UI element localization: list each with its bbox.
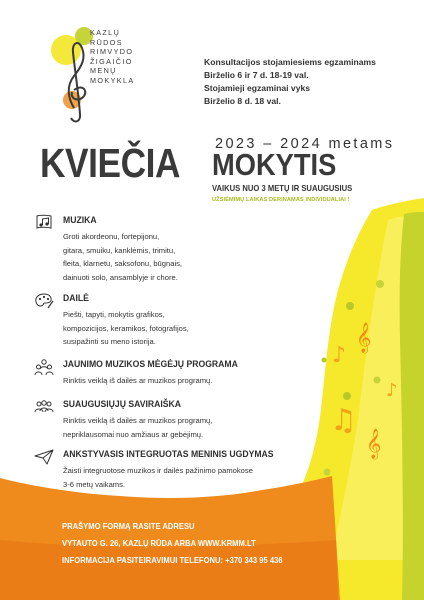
schedule-note: UŽSIĖMIMŲ LAIKAS DERINAMAS INDIVIDUALIAI ! (212, 197, 350, 203)
school-name-line: MOKYKLA (90, 75, 135, 85)
school-name-line: ŽIGAIČIO (90, 56, 133, 66)
section-line: Groti akordeonu, fortepijonu, (63, 232, 160, 241)
section-title: ANKSTYVASIS INTEGRUOTAS MENINIS UGDYMAS (63, 449, 274, 459)
section-line: gitara, smuiku, kanklėmis, trimitu, (63, 245, 176, 255)
section-line: 3-6 metų vaikams. (63, 479, 126, 489)
svg-text:♫: ♫ (330, 403, 357, 438)
paper-plane-icon (34, 448, 54, 466)
section-adult-expression (34, 398, 324, 446)
section-body (63, 230, 182, 284)
section-title: MUZIKA (63, 215, 97, 225)
svg-text:𝄞: 𝄞 (366, 429, 382, 459)
section-art (34, 292, 324, 356)
school-name-line: RŪDOS (90, 37, 123, 47)
school-name-line: KAZLŲ (90, 28, 121, 37)
headline-subtitle: VAIKUS NUO 3 METŲ IR SUAUGUSIUS (212, 183, 353, 193)
section-line: Žaisti integruotose muzikos ir dailės pažinimo pamokose (63, 466, 253, 475)
green-dot (376, 280, 384, 288)
section-body (63, 308, 189, 349)
section-line: Rinktis veiklą iš dailės ar muzikos programų, (63, 416, 213, 425)
green-dot (346, 302, 354, 310)
exam-info-line: Birželio 8 d. 18 val. (204, 96, 281, 106)
section-body (63, 374, 212, 388)
section-line: kompozicijos, keramikos, fotografijos, (63, 323, 189, 333)
section-title: SUAUGUSIŲJŲ SAVIRAIŠKA (63, 399, 182, 409)
exam-info-line: Birželio 6 ir 7 d. 18-19 val. (204, 70, 309, 80)
section-line: nepriklausomai nuo amžiaus ar gebėjimų. (63, 429, 204, 439)
headline-secondary: MOKYTIS (212, 147, 337, 182)
green-dot (343, 392, 351, 400)
footer-line: PRAŠYMO FORMĄ RASITE ADRESU (62, 522, 195, 531)
section-early-education (34, 448, 324, 496)
svg-text:𝄞: 𝄞 (356, 323, 372, 353)
sheet-music-icon (34, 214, 54, 232)
headline-main: KVIEČIA (40, 140, 181, 186)
svg-text:♪: ♪ (332, 343, 347, 368)
section-body (63, 464, 253, 491)
section-title: JAUNIMO MUZIKOS MĖGĖJŲ PROGRAMA (63, 359, 238, 369)
section-line: fleita, klarnetu, saksofonu, būgnais, (63, 259, 183, 269)
section-music (34, 214, 324, 294)
palette-icon (34, 292, 54, 310)
svg-text:♪: ♪ (386, 380, 398, 401)
school-year: 2023 – 2024 metams (215, 136, 395, 152)
section-line: Rinktis veiklą iš dailės ar muzikos programų. (63, 376, 213, 385)
section-youth-program (34, 358, 324, 394)
lime-paint-stroke (400, 212, 424, 600)
group-icon (34, 358, 54, 376)
footer-address: VYTAUTO G. 26, KAZLŲ RŪDA ARBA WWW.KRMM.LT (62, 539, 256, 548)
section-line: dainuoti solo, ansamblyje ir chore. (63, 272, 178, 282)
exam-info-line: Konsultacijos stojamiesiems egzaminams (204, 57, 376, 67)
green-dot (374, 377, 381, 384)
exam-info (204, 56, 419, 108)
section-line: Piešti, tapyti, mokytis grafikos, (63, 310, 165, 319)
people-icon (34, 398, 54, 416)
contact-footer (62, 518, 283, 569)
exam-info-line: Stojamieji egzaminai vyks (204, 83, 311, 93)
school-name-line: RIMVYDO (90, 47, 134, 57)
section-line: susipažinti su meno istorija. (63, 337, 156, 347)
school-name (90, 28, 135, 86)
section-body (63, 414, 212, 441)
school-name-line: MENŲ (90, 66, 117, 76)
green-dot (324, 469, 331, 476)
footer-phone: INFORMACIJA PASITEIRAVIMUI TELEFONU: +370 343 95 436 (62, 556, 283, 565)
section-title: DAILĖ (63, 293, 89, 303)
